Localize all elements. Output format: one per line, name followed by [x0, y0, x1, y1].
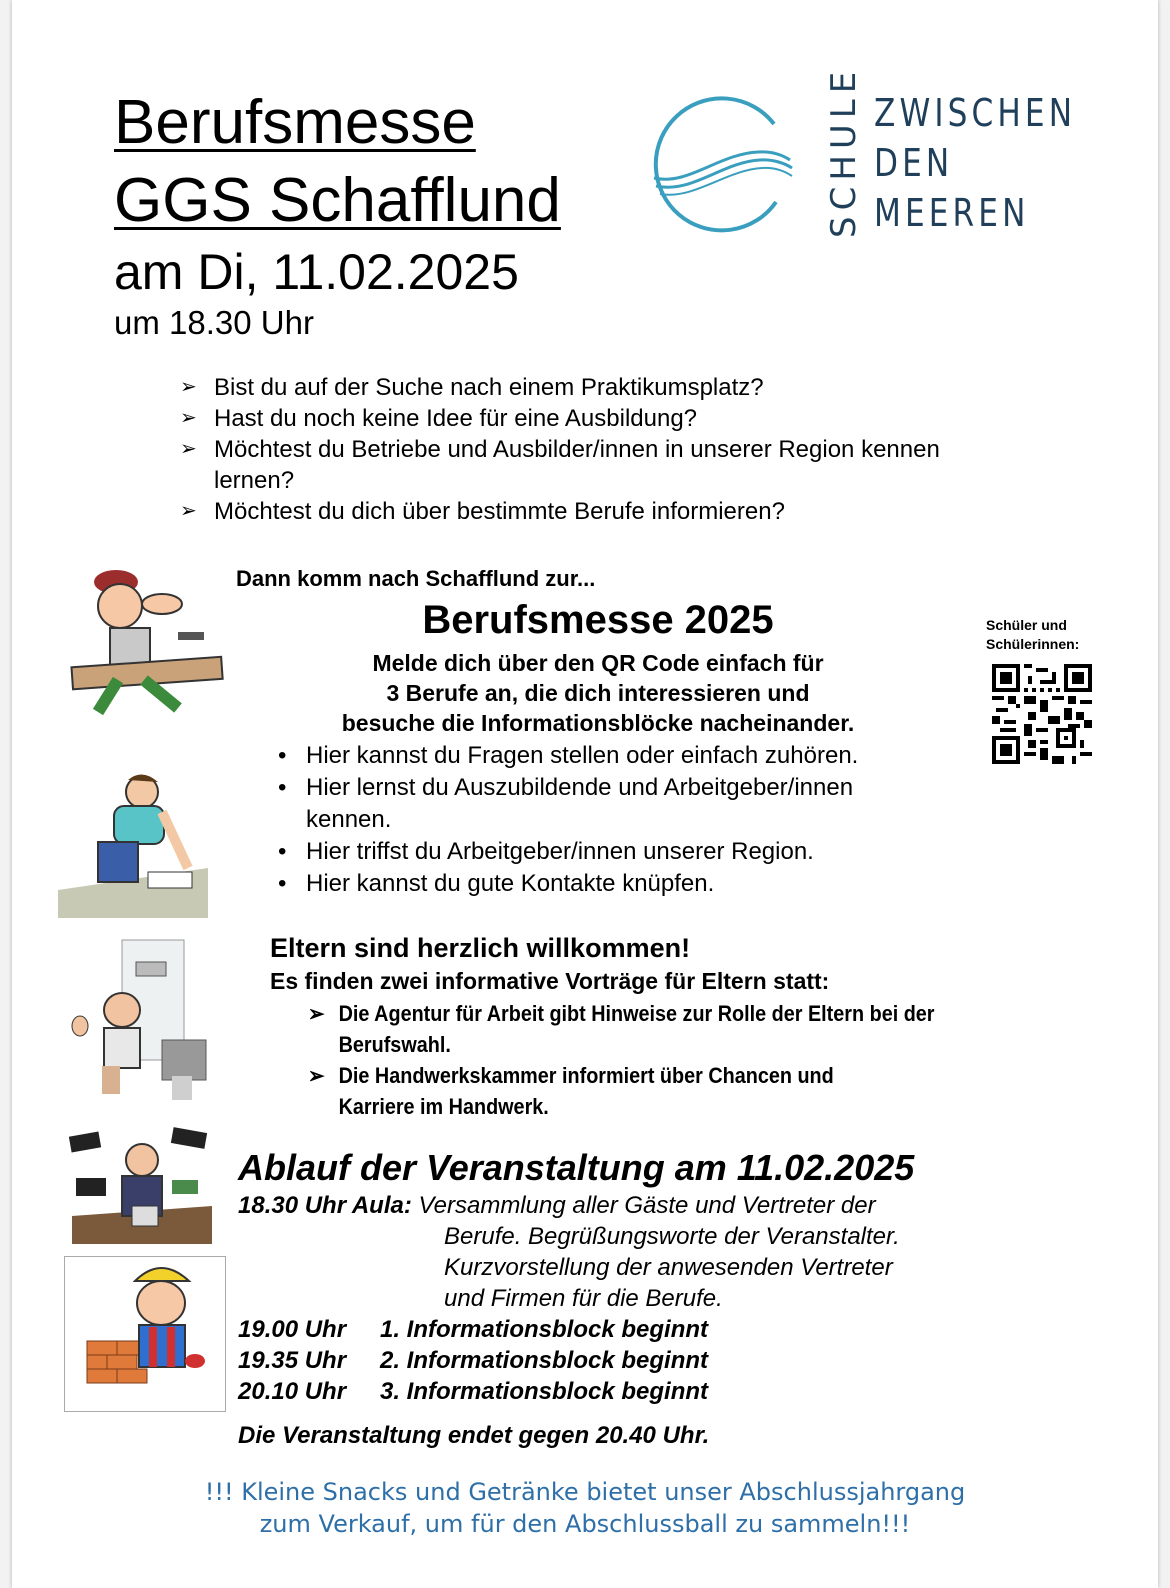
arrow-bullet-icon: ➢: [180, 376, 197, 398]
table-row: 20.10 Uhr 3. Informationsblock beginnt: [238, 1378, 709, 1405]
question-list: [180, 372, 980, 527]
schedule-blocks: [238, 1314, 938, 1407]
arrow-bullet-icon: ➢: [180, 407, 197, 429]
list-item: ➢ Die Handwerkskammer informiert über Chancen und Karriere im Handwerk.: [308, 1060, 897, 1122]
snacks-note: !!! Kleine Snacks und Getränke bietet unser Abschlussjahrgang zum Verkauf, um für den Abschlussball zu sammeln!!!: [204, 1478, 966, 1538]
list-item: ➢ Möchtest du dich über bestimmte Berufe informieren?: [180, 498, 785, 525]
schedule-title: Ablauf der Veranstaltung am 11.02.2025: [238, 1147, 915, 1188]
list-item: ➢ Bist du auf der Suche nach einem Praktikumsplatz?: [180, 374, 764, 401]
schedule-end: Die Veranstaltung endet gegen 20.40 Uhr.: [238, 1422, 710, 1449]
bullet-dot-icon: •: [278, 838, 287, 865]
title-line-2: GGS Schafflund: [114, 166, 561, 235]
title-line-1: Berufsmesse: [114, 88, 476, 157]
bullet-dot-icon: •: [278, 774, 287, 801]
parents-talk-list: [308, 998, 956, 1122]
bullet-dot-icon: •: [278, 742, 287, 769]
bullet-dot-icon: •: [278, 870, 287, 897]
arrow-bullet-icon: ➢: [308, 1063, 325, 1088]
table-row: 19.00 Uhr 1. Informationsblock beginnt: [238, 1316, 709, 1343]
event-date: am Di, 11.02.2025: [114, 244, 519, 300]
event-time: um 18.30 Uhr: [114, 304, 314, 341]
schedule-first-entry: 18.30 Uhr Aula: Versammlung aller Gäste und Vertreter der Berufe. Begrüßungsworte der Veranstalter. Kurzvorstellung der anwesenden Vertreter und Firmen für die Berufe.: [238, 1192, 900, 1312]
logo-schule-text: SCHULE: [824, 65, 864, 238]
qr-label: Schüler und Schülerinnen:: [986, 617, 1080, 652]
benefit-list: [268, 740, 928, 900]
list-item: ➢ Möchtest du Betriebe und Ausbilder/innen in unserer Region kennen lernen?: [180, 436, 940, 494]
arrow-bullet-icon: ➢: [180, 500, 197, 522]
arrow-bullet-icon: ➢: [308, 1001, 325, 1026]
carpenter-clipart-icon: [58, 562, 228, 720]
tiler-clipart-icon: [58, 772, 208, 918]
invite-text: Melde dich über den QR Code einfach für 3 Berufe an, die dich interessieren und besuche die Informationsblöcke nacheinander.: [341, 650, 855, 736]
list-item: • Hier kannst du Fragen stellen oder einfach zuhören.: [268, 740, 928, 772]
table-row: 19.35 Uhr 2. Informationsblock beginnt: [238, 1347, 709, 1374]
bricklayer-clipart-icon: [64, 1256, 226, 1412]
painter-clipart-icon: [62, 936, 212, 1100]
parents-subheading: Es finden zwei informative Vorträge für Eltern statt:: [270, 968, 830, 994]
logo-meeren-text: MEEREN: [874, 191, 1030, 235]
list-item: ➢ Hast du noch keine Idee für eine Ausbildung?: [180, 405, 698, 432]
parents-heading: Eltern sind herzlich willkommen!: [270, 933, 691, 963]
logo-den-text: DEN: [874, 141, 954, 185]
list-item: • Hier triffst du Arbeitgeber/innen unserer Region.: [268, 836, 928, 868]
list-item: • Hier lernst du Auszubildende und Arbeitgeber/innen kennen.: [278, 774, 854, 833]
flyer-page: [12, 0, 1158, 1588]
office-clipart-icon: [62, 1120, 222, 1244]
list-item: • Hier kannst du gute Kontakte knüpfen.: [268, 868, 928, 900]
qr-code-icon[interactable]: [992, 664, 1092, 764]
arrow-bullet-icon: ➢: [180, 438, 197, 460]
list-item: ➢ Die Agentur für Arbeit gibt Hinweise zur Rolle der Eltern bei der Berufswahl.: [308, 998, 956, 1060]
invite-heading: Berufsmesse 2025: [422, 598, 774, 642]
invite-intro: Dann komm nach Schafflund zur...: [236, 566, 596, 591]
logo-zwischen-text: ZWISCHEN: [874, 91, 1077, 135]
school-logo-icon: [648, 94, 800, 236]
